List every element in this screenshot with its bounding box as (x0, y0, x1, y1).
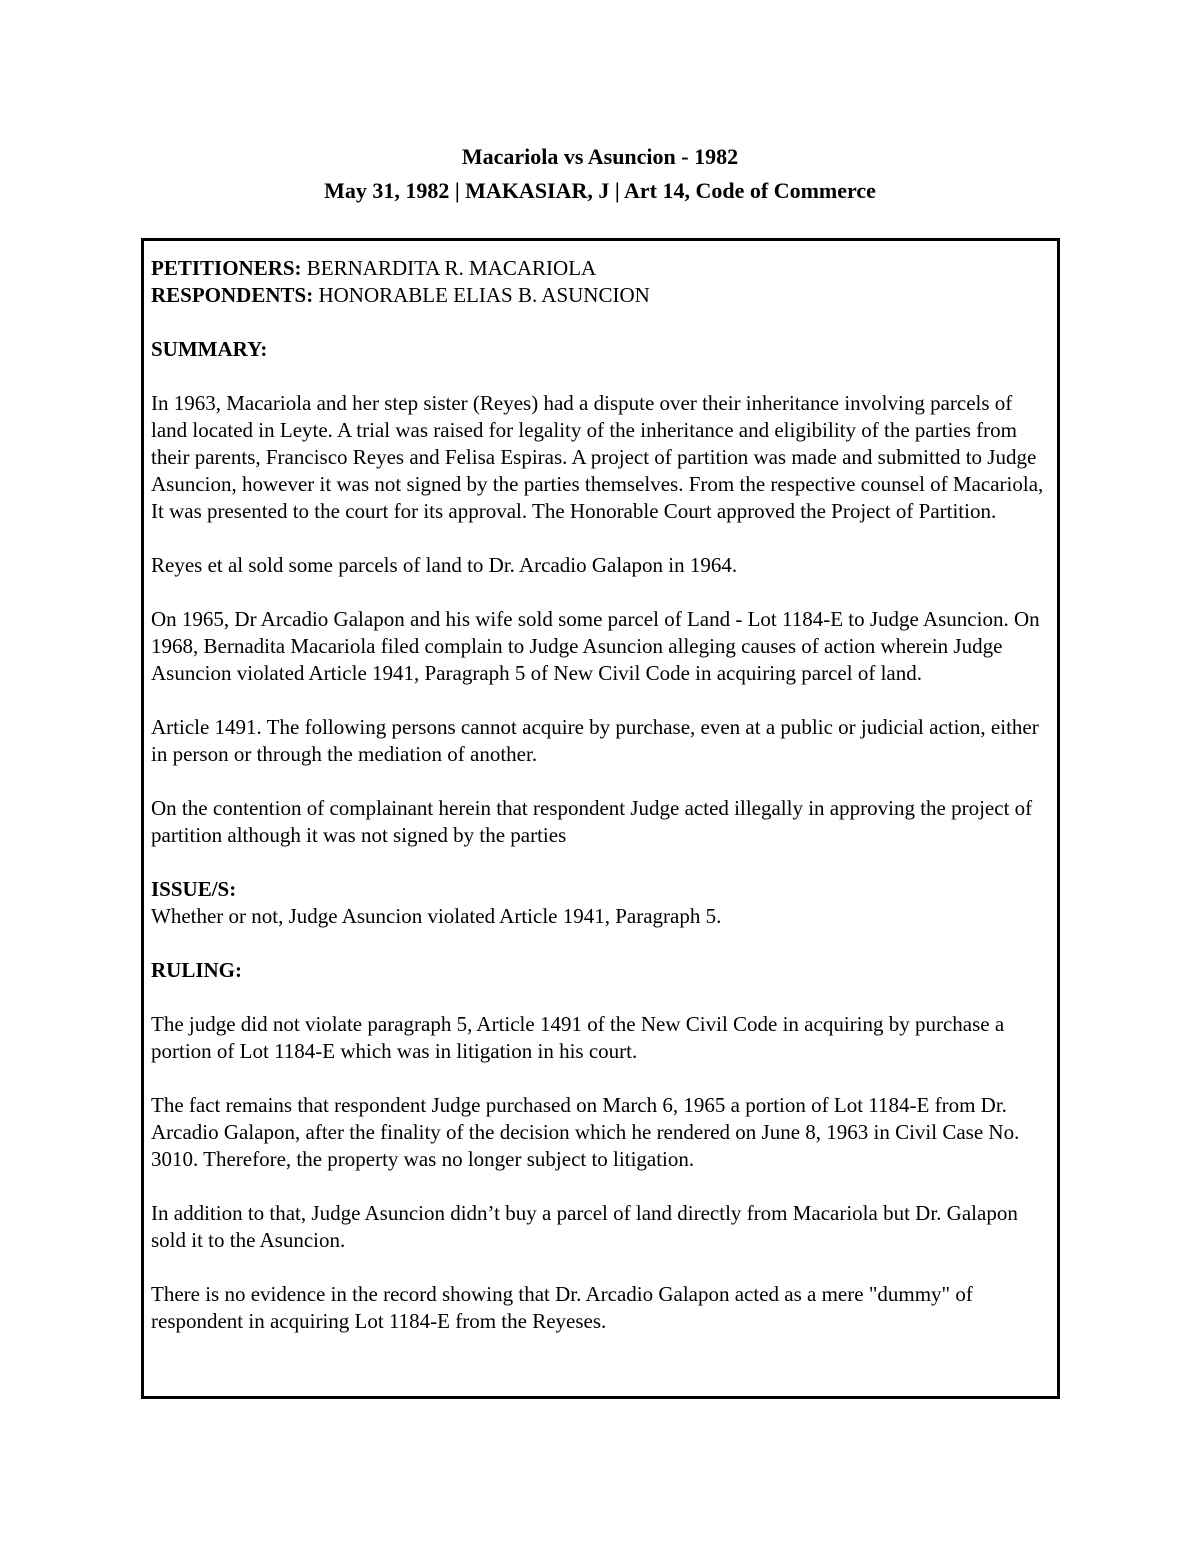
issue-text: Whether or not, Judge Asuncion violated Article 1941, Paragraph 5. (151, 904, 722, 928)
summary-paragraph: On the contention of complainant herein that respondent Judge acted illegally in approving the project of partition although it was not signed by the parties (151, 796, 1033, 847)
ruling-heading: RULING: (151, 958, 243, 982)
ruling-paragraph: The judge did not violate paragraph 5, Article 1491 of the New Civil Code in acquiring by purchase a portion of Lot 1184-E which was in litigation in his court. (151, 1012, 1005, 1063)
summary-paragraph: Reyes et al sold some parcels of land to Dr. Arcadio Galapon in 1964. (151, 553, 738, 577)
case-digest-box (141, 238, 1060, 1399)
respondents-value: HONORABLE ELIAS B. ASUNCION (318, 283, 650, 307)
respondents-line (151, 282, 1046, 309)
summary-paragraph: Article 1491. The following persons cannot acquire by purchase, even at a public or judicial action, either in person or through the mediation of another. (151, 715, 1039, 766)
issue-heading: ISSUE/S: (151, 877, 237, 901)
summary-paragraph: In 1963, Macariola and her step sister (Reyes) had a dispute over their inheritance involving parcels of land located in Leyte. A trial was raised for legality of the inheritance and eligibility of the parties from their parents, Francisco Reyes and Felisa Espiras. A project of partition was made and submitted to Judge Asuncion, however it was not signed by the parties themselves. From the respective counsel of Macariola, It was presented to the court for its approval. The Honorable Court approved the Project of Partition. (151, 391, 1044, 523)
summary-paragraph: On 1965, Dr Arcadio Galapon and his wife sold some parcel of Land - Lot 1184-E to Judge Asuncion. On 1968, Bernadita Macariola filed complain to Judge Asuncion alleging causes of action wherein Judge Asuncion violated Article 1941, Paragraph 5 of New Civil Code in acquiring parcel of land. (151, 607, 1040, 685)
case-digest-content (151, 255, 1046, 1335)
document-subtitle: May 31, 1982 | MAKASIAR, J | Art 14, Code of Commerce (324, 178, 876, 203)
ruling-paragraph: In addition to that, Judge Asuncion didn’t buy a parcel of land directly from Macariola but Dr. Galapon sold it to the Asuncion. (151, 1201, 1018, 1252)
petitioners-label: PETITIONERS: (151, 256, 302, 280)
respondents-label: RESPONDENTS: (151, 283, 314, 307)
summary-heading: SUMMARY: (151, 337, 268, 361)
ruling-paragraph: There is no evidence in the record showing that Dr. Arcadio Galapon acted as a mere "dummy" of respondent in acquiring Lot 1184-E from the Reyeses. (151, 1282, 973, 1333)
ruling-paragraph: The fact remains that respondent Judge purchased on March 6, 1965 a portion of Lot 1184-E from Dr. Arcadio Galapon, after the finality of the decision which he rendered on June 8, 1963 in Civil Case No. 3010. Therefore, the property was no longer subject to litigation. (151, 1093, 1020, 1171)
petitioners-line (151, 255, 1046, 282)
document-title: Macariola vs Asuncion - 1982 (461, 144, 739, 169)
petitioners-value: BERNARDITA R. MACARIOLA (306, 256, 597, 280)
